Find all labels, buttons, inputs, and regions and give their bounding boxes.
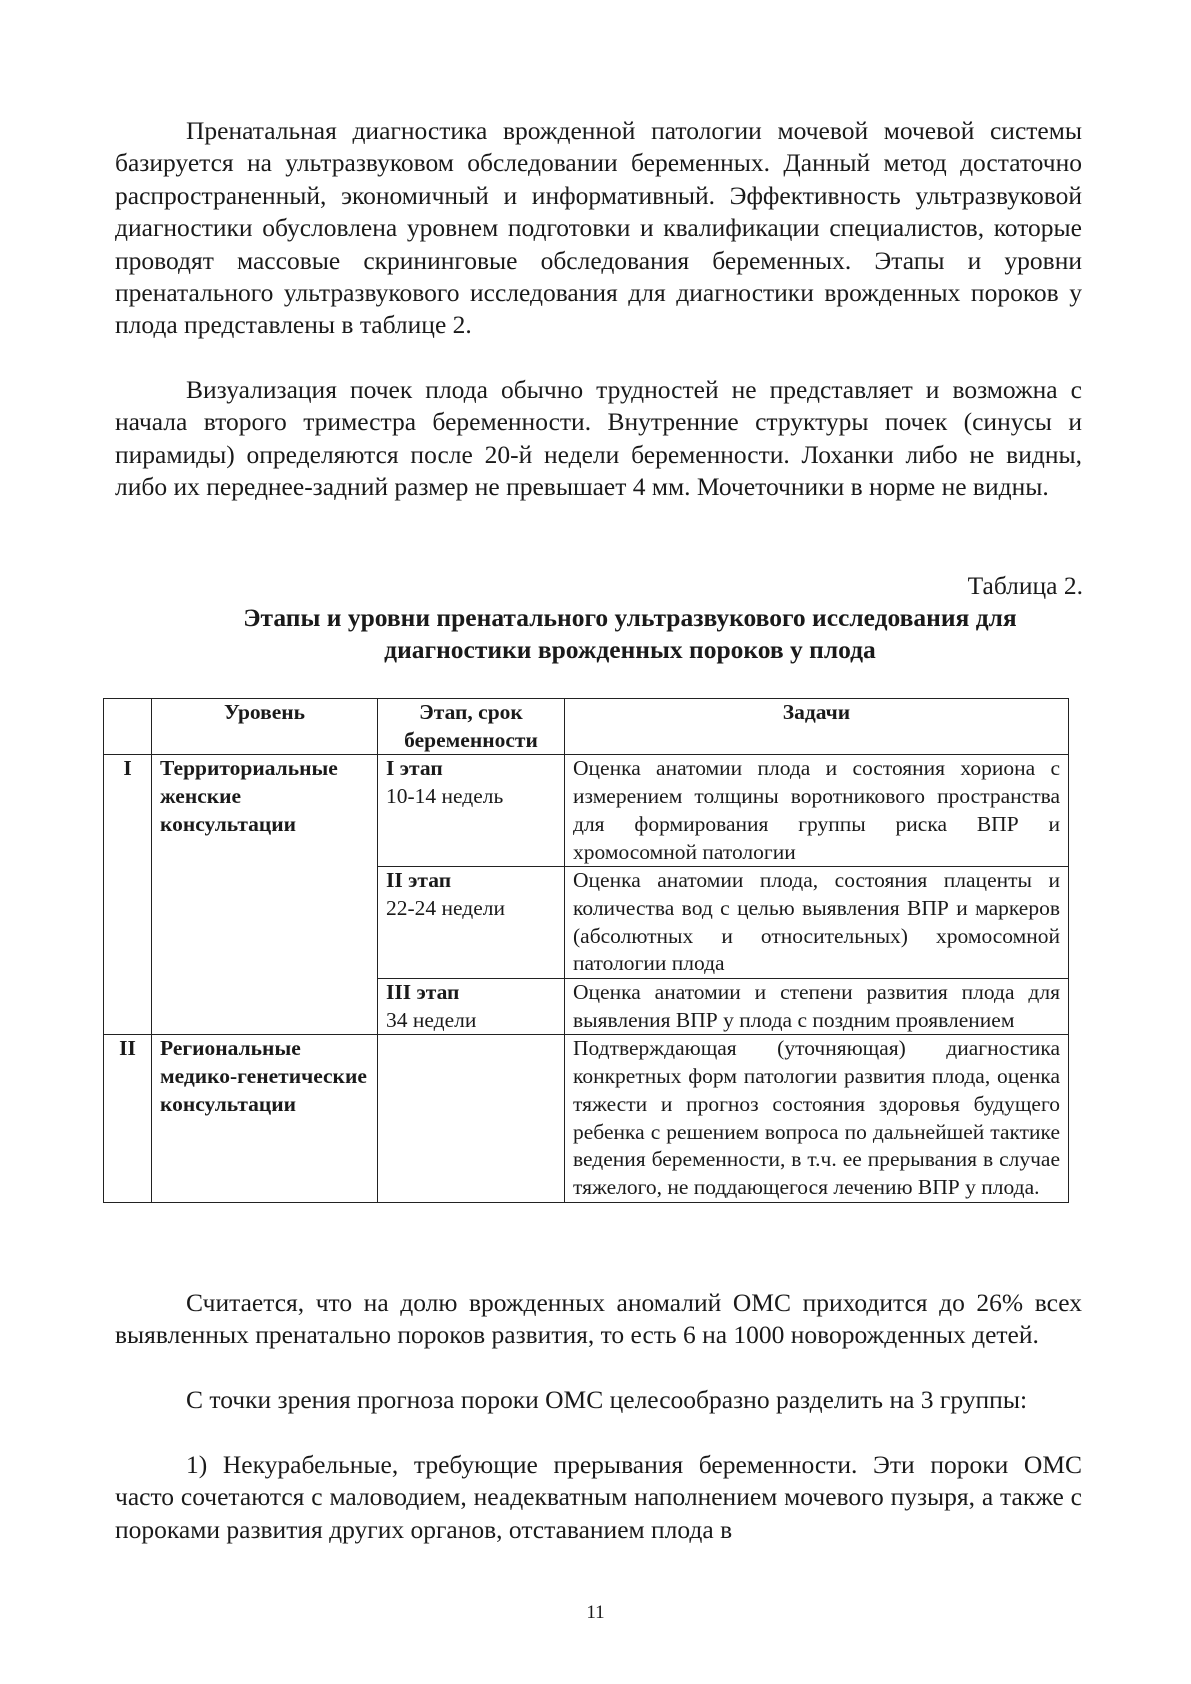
page-number: 11 (586, 1602, 605, 1623)
header-level: Уровень (152, 699, 378, 755)
stages-table (103, 698, 1069, 1203)
paragraph-prevalence: Считается, что на долю врожденных аномалий ОМС приходится до 26% всех выявленных пренатально пороков развития, то есть 6 на 1000 новорожденных детей. (115, 1288, 1082, 1350)
stage-cell-empty (378, 1035, 565, 1202)
stage-cell (378, 979, 565, 1035)
table-row (104, 755, 1069, 867)
table-row (104, 1035, 1069, 1202)
paragraph-groups: С точки зрения прогноза пороки ОМС целесообразно разделить на 3 группы: (186, 1385, 1028, 1414)
stage-name: II этап (386, 868, 452, 893)
stage-term: 22-24 недели (386, 895, 506, 920)
paragraph-intro: Пренатальная диагностика врожденной патологии мочевой мочевой системы базируется на ультразвуковом обследовании беременных. Данный метод достаточно распространенный, экономичный и информативный. Эффективность ультразвуковой диагностики обусловлена уровнем подготовки и квалификации специалистов, которые проводят массовые скрининговые обследования беременных. Этапы и уровни пренатального ультразвукового исследования для диагностики врожденных пороков у плода представлены в таблице 2. (115, 116, 1082, 340)
table-label: Таблица 2. (967, 571, 1083, 600)
stage-cell (378, 755, 565, 867)
stage-name: I этап (386, 756, 443, 781)
paragraph-group-1: 1) Некурабельные, требующие прерывания беременности. Эти пороки ОМС часто сочетаются с маловодием, неадекватным наполнением мочевого пузыря, а также с пороками развития других органов, отставанием плода в (115, 1450, 1082, 1544)
level-number: I (104, 755, 152, 1035)
header-stage: Этап, срок беременности (378, 699, 565, 755)
level-number: II (104, 1035, 152, 1202)
level-name: Региональные медико-генетические консультации (152, 1035, 378, 1202)
stage-cell (378, 867, 565, 979)
stage-term: 10-14 недель (386, 784, 504, 809)
tasks-cell: Оценка анатомии и степени развития плода для выявления ВПР у плода с поздним проявлением (565, 979, 1069, 1035)
stage-term: 34 недели (386, 1007, 477, 1032)
level-name: Территориальные женские консультации (152, 755, 378, 1035)
tasks-cell: Оценка анатомии плода и состояния хориона с измерением толщины воротникового пространства для формирования группы риска ВПР и хромосомной патологии (565, 755, 1069, 867)
stage-name: III этап (386, 980, 460, 1005)
tasks-cell: Подтверждающая (уточняющая) диагностика конкретных форм патологии развития плода, оценка тяжести и прогноз состояния здоровья будущего ребенка с решением вопроса по дальнейшей тактике ведения беременности, в т.ч. ее прерывания в случае тяжелого, не поддающегося лечению ВПР у плода. (565, 1035, 1069, 1202)
tasks-cell: Оценка анатомии плода, состояния плаценты и количества вод с целью выявления ВПР и маркеров (абсолютных и относительных) хромосомной патологии плода (565, 867, 1069, 979)
header-tasks: Задачи (565, 699, 1069, 755)
table-title: Этапы и уровни пренатального ультразвукового исследования для диагностики врожденных пороков у плода (243, 603, 1017, 664)
header-number (104, 699, 152, 755)
paragraph-kidney-visualization: Визуализация почек плода обычно трудностей не представляет и возможна с начала второго триместра беременности. Внутренние структуры почек (синусы и пирамиды) определяются после 20-й недели беременности. Лоханки либо не видны, либо их переднее-задний размер не превышает 4 мм. Мочеточники в норме не видны. (115, 375, 1082, 502)
table-header-row (104, 699, 1069, 755)
